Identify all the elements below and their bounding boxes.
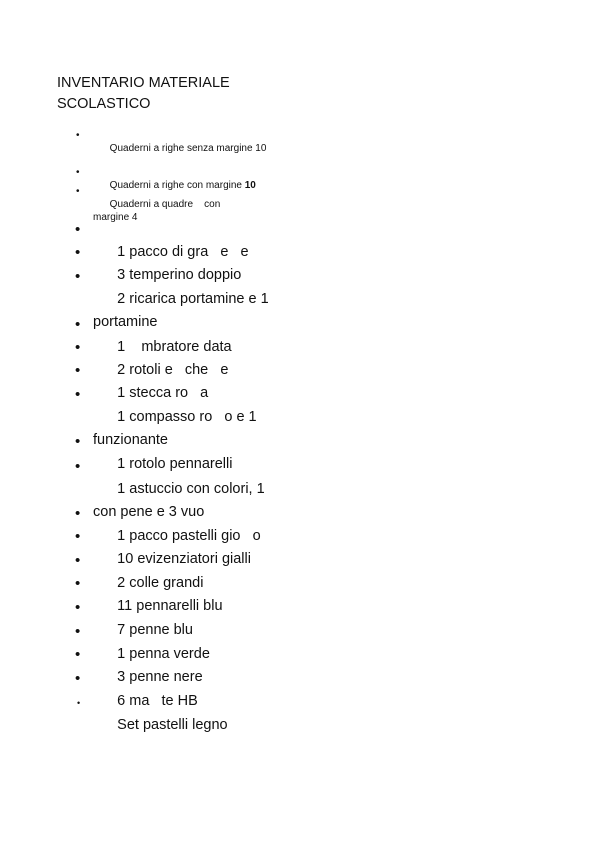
bullet-icon: • — [75, 268, 81, 285]
list-item-text: 1 penna verde — [117, 646, 210, 662]
list-item-text: 1 stecca ro a — [117, 385, 209, 401]
bullet-icon: • — [76, 167, 80, 178]
bullet-icon: • — [75, 244, 81, 261]
bullet-icon: • — [75, 316, 81, 333]
bullet-icon: • — [75, 528, 81, 545]
title-line-2: SCOLASTICO — [57, 96, 151, 112]
list-item-text: 3 temperino doppio — [117, 267, 242, 283]
list-item-text: 1 rotolo pennarelli — [117, 456, 233, 472]
bullet-icon: • — [75, 505, 81, 522]
list-item-text: 2 rotoli e che e — [117, 362, 229, 378]
bullet-icon: • — [76, 130, 80, 141]
bullet-icon: • — [75, 552, 81, 569]
list-item-text: 10 evizenziatori gialli — [117, 551, 251, 567]
list-item-text: 2 ricarica portamine e 1 portamine — [93, 291, 273, 330]
list-item — [77, 691, 293, 760]
list-item-text: 6 ma te HB — [117, 693, 198, 709]
title-line-1: INVENTARIO MATERIALE — [57, 75, 230, 91]
list-item-text: 1 pacco di gra e e — [117, 244, 249, 260]
list-item-text: 1 mbratore data — [117, 339, 232, 355]
list-item-text: Quaderni a righe senza margine 10 — [109, 143, 267, 154]
bullet-icon: • — [75, 458, 81, 475]
bullet-icon: • — [75, 221, 81, 238]
bullet-icon: • — [77, 698, 81, 708]
list-item-text: 11 pennarelli blu — [117, 598, 223, 614]
list-item-text: 7 penne blu — [117, 622, 193, 638]
bullet-icon: • — [75, 433, 81, 450]
list-item-text: 1 astuccio con colori, 1 con pene e 3 vuo — [93, 481, 269, 520]
bullet-icon: • — [75, 575, 81, 592]
list-item-text: 1 pacco pastelli gio o — [117, 528, 261, 544]
bullet-icon: • — [75, 599, 81, 616]
document-title — [57, 73, 297, 115]
bullet-icon: • — [75, 646, 81, 663]
list-item-text: Quaderni a quadre con margine 4 — [93, 199, 224, 223]
bullet-icon: • — [75, 386, 81, 403]
list-item — [76, 129, 293, 168]
list-item-text: Set pastelli legno — [117, 717, 228, 733]
bullet-icon: • — [75, 623, 81, 640]
list-item-text: 1 compasso ro o e 1 funzionante — [93, 409, 261, 448]
bullet-icon: • — [76, 186, 80, 197]
list-item-text: 3 penne nere — [117, 669, 203, 685]
list-item-text: 2 colle grandi — [117, 575, 204, 591]
list-item-text: Quaderni a righe con margine — [109, 180, 245, 191]
list-item-bold-quantity: 10 — [244, 180, 256, 191]
bullet-icon: • — [75, 362, 81, 379]
bullet-icon: • — [75, 670, 81, 687]
bullet-icon: • — [75, 339, 81, 356]
